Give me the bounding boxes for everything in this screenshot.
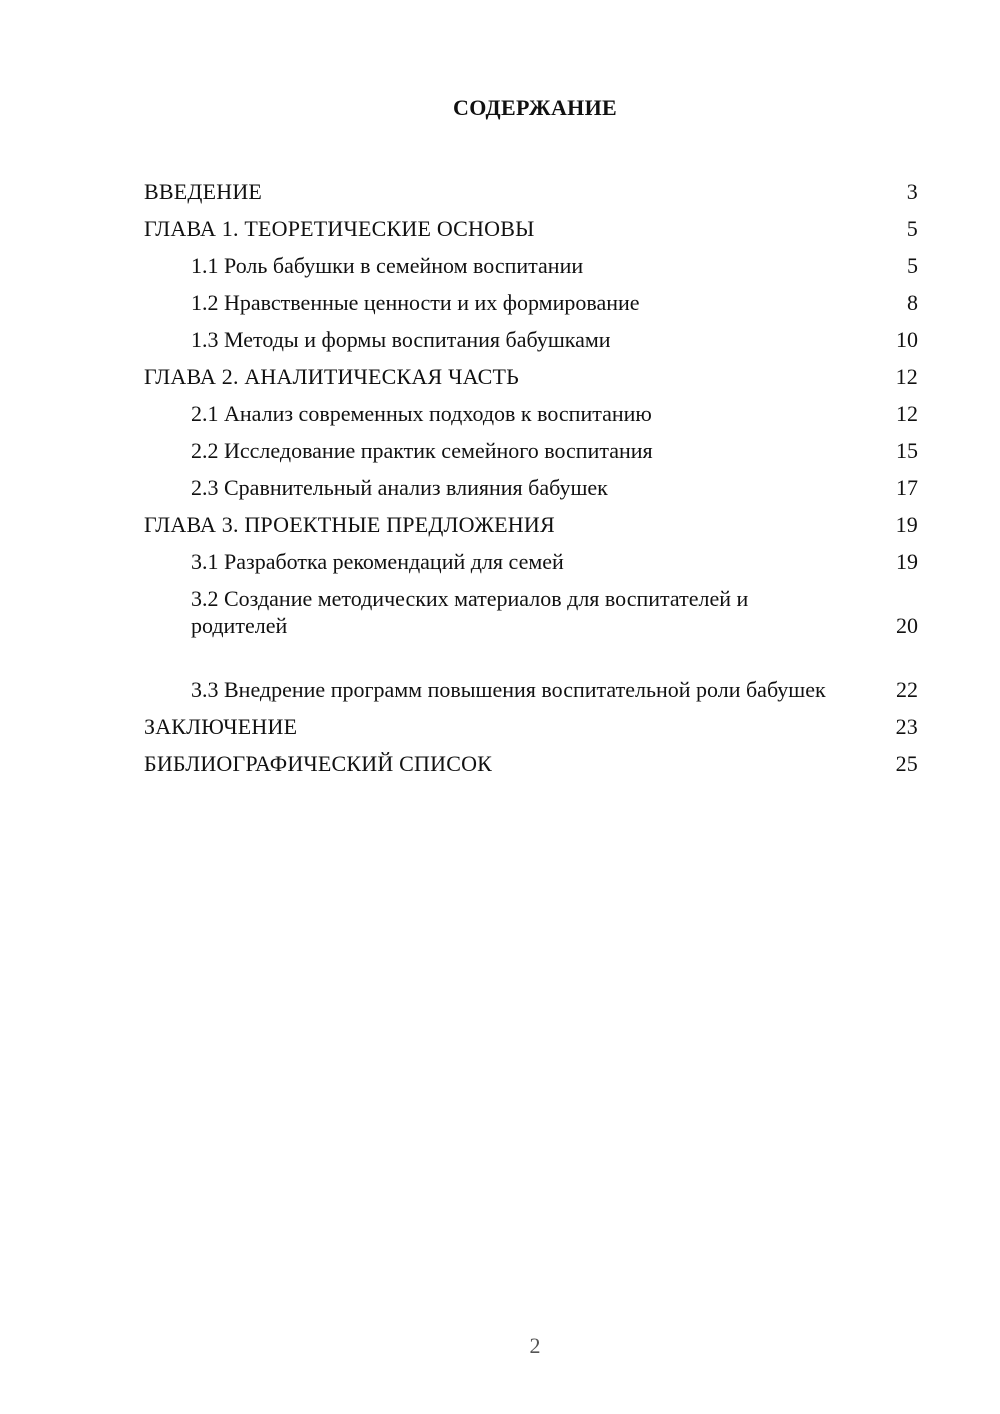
toc-entry-page: 5 (907, 253, 918, 278)
toc-entry-page: 17 (896, 475, 918, 500)
page-title: СОДЕРЖАНИЕ (453, 95, 617, 120)
toc-entry-text: 2.3 Сравнительный анализ влияния бабушек (191, 475, 608, 500)
table-of-contents (144, 168, 918, 777)
toc-entry-page: 8 (907, 290, 918, 315)
toc-entry-page: 23 (895, 714, 918, 739)
toc-entry-section-2-2[interactable] (144, 427, 918, 464)
toc-entry-section-1-2[interactable] (144, 279, 918, 316)
toc-entry-text: 3.3 Внедрение программ повышения воспитательной роли бабушек (191, 677, 826, 702)
page-number: 2 (529, 1333, 541, 1358)
toc-entry-text: 1.1 Роль бабушки в семейном воспитании (191, 253, 584, 278)
toc-entry-text: БИБЛИОГРАФИЧЕСКИЙ СПИСОК (144, 751, 493, 776)
toc-entry-text: ГЛАВА 3. ПРОЕКТНЫЕ ПРЕДЛОЖЕНИЯ (144, 512, 555, 537)
toc-entry-text: 3.2 Создание методических материалов для воспитателей и родителей (191, 586, 749, 638)
toc-entry-section-2-3[interactable] (144, 464, 918, 501)
toc-entry-text: 1.2 Нравственные ценности и их формирование (191, 290, 640, 315)
toc-entry-page: 25 (895, 751, 918, 776)
toc-entry-chapter-1[interactable] (144, 205, 918, 242)
toc-entry-conclusion[interactable] (144, 703, 918, 740)
toc-entry-page: 19 (895, 512, 918, 537)
toc-entry-text: 2.1 Анализ современных подходов к воспитанию (191, 401, 652, 426)
toc-entry-page: 19 (896, 549, 918, 574)
toc-entry-page: 12 (896, 401, 918, 426)
toc-entry-chapter-2[interactable] (144, 353, 918, 390)
toc-entry-bibliography[interactable] (144, 740, 918, 777)
toc-entry-text: 2.2 Исследование практик семейного воспитания (191, 438, 653, 463)
toc-entry-section-1-3[interactable] (144, 316, 918, 353)
toc-entry-section-3-2[interactable] (144, 575, 918, 639)
toc-entry-page: 15 (896, 438, 918, 463)
toc-entry-page: 3 (906, 179, 918, 204)
toc-entry-page: 22 (896, 677, 918, 702)
toc-entry-text: 1.3 Методы и формы воспитания бабушками (191, 327, 611, 352)
toc-entry-section-3-1[interactable] (144, 538, 918, 575)
toc-entry-introduction[interactable] (144, 168, 918, 205)
toc-entry-page: 12 (895, 364, 918, 389)
toc-entry-text: ЗАКЛЮЧЕНИЕ (144, 714, 298, 739)
toc-entry-section-3-3[interactable] (144, 639, 918, 703)
toc-entry-text: ГЛАВА 2. АНАЛИТИЧЕСКАЯ ЧАСТЬ (144, 364, 519, 389)
toc-entry-page: 10 (896, 327, 918, 352)
toc-entry-section-1-1[interactable] (144, 242, 918, 279)
toc-entry-page: 20 (896, 613, 918, 638)
toc-entry-text: 3.1 Разработка рекомендаций для семей (191, 549, 564, 574)
toc-entry-text: ВВЕДЕНИЕ (144, 179, 263, 204)
toc-entry-page: 5 (906, 216, 918, 241)
toc-entry-section-2-1[interactable] (144, 390, 918, 427)
toc-entry-text: ГЛАВА 1. ТЕОРЕТИЧЕСКИЕ ОСНОВЫ (144, 216, 535, 241)
toc-entry-chapter-3[interactable] (144, 501, 918, 538)
